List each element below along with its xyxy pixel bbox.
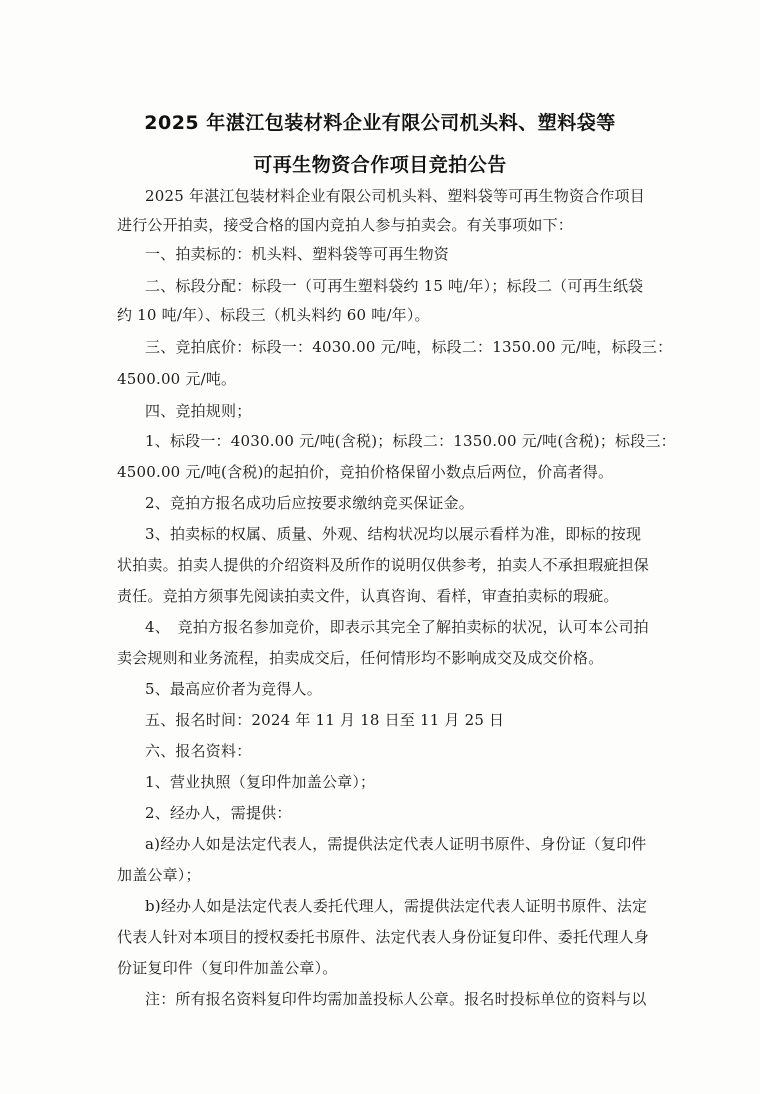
list-item: 1、标段一：4030.00 元/吨(含税)；标段二：1350.00 元/吨(含税)；标段三：: [145, 432, 676, 450]
body-line: 2025 年湛江包装材料企业有限公司机头料、塑料袋等可再生物资合作项目: [145, 187, 645, 205]
section-heading: 四、竞拍规则；: [145, 402, 252, 420]
body-line: 责任。竞拍方须事先阅读拍卖文件，认真咨询、看样，审查拍卖标的瑕疵。: [117, 587, 619, 605]
list-item: 4、 竞拍方报名参加竞价，即表示其完全了解拍卖标的状况，认可本公司拍: [145, 618, 649, 636]
body-line: 约 10 吨/年）、标段三（机头料约 60 吨/年）。: [117, 306, 430, 324]
body-line: 4500.00 元/吨。: [117, 370, 237, 388]
body-line: 状拍卖。拍卖人提供的介绍资料及所作的说明仅供参考，拍卖人不承担瑕疵担保: [117, 556, 650, 574]
list-item: a)经办人如是法定代表人，需提供法定代表人证明书原件、身份证（复印件: [145, 835, 647, 853]
body-line: 代表人针对本项目的授权委托书原件、法定代表人身份证复印件、委托代理人身: [117, 928, 650, 946]
list-item: 2、经办人，需提供：: [145, 804, 292, 822]
list-item: 2、竞拍方报名成功后应按要求缴纳竞买保证金。: [145, 494, 474, 512]
section-heading: 六、报名资料：: [145, 742, 252, 760]
section-heading: 二、标段分配：标段一（可再生塑料袋约 15 吨/年）；标段二（可再生纸袋: [145, 277, 644, 295]
body-line: 卖会规则和业务流程，拍卖成交后，任何情形均不影响成交及成交价格。: [117, 649, 604, 667]
body-line: 份证复印件（复印件加盖公章）。: [117, 959, 338, 977]
title-line-2: 可再生物资合作项目竞拍公告: [253, 154, 507, 176]
section-heading: 三、竞拍底价：标段一：4030.00 元/吨，标段二：1350.00 元/吨，标段三：: [145, 338, 673, 356]
list-item: 1、营业执照（复印件加盖公章）；: [145, 773, 376, 791]
body-line: 加盖公章）；: [117, 866, 201, 884]
section-heading: 一、拍卖标的：机头料、塑料袋等可再生物资: [145, 245, 450, 263]
title-line-1: 2025 年湛江包装材料企业有限公司机头料、塑料袋等: [144, 112, 616, 134]
list-item: b)经办人如是法定代表人委托代理人，需提供法定代表人证明书原件、法定: [145, 897, 648, 915]
section-heading: 五、报名时间：2024 年 11 月 18 日至 11 月 25 日: [145, 711, 505, 729]
body-line: 进行公开拍卖，接受合格的国内竞拍人参与拍卖会。有关事项如下：: [117, 216, 574, 234]
list-item: 5、最高应价者为竞得人。: [145, 680, 322, 698]
note-line: 注：所有报名资料复印件均需加盖投标人公章。报名时投标单位的资料与以: [145, 990, 647, 1008]
body-line: 4500.00 元/吨(含税)的起拍价，竞拍价格保留小数点后两位，价高者得。: [117, 463, 614, 481]
list-item: 3、拍卖标的权属、质量、外观、结构状况均以展示看样为准，即标的按现: [145, 525, 642, 543]
